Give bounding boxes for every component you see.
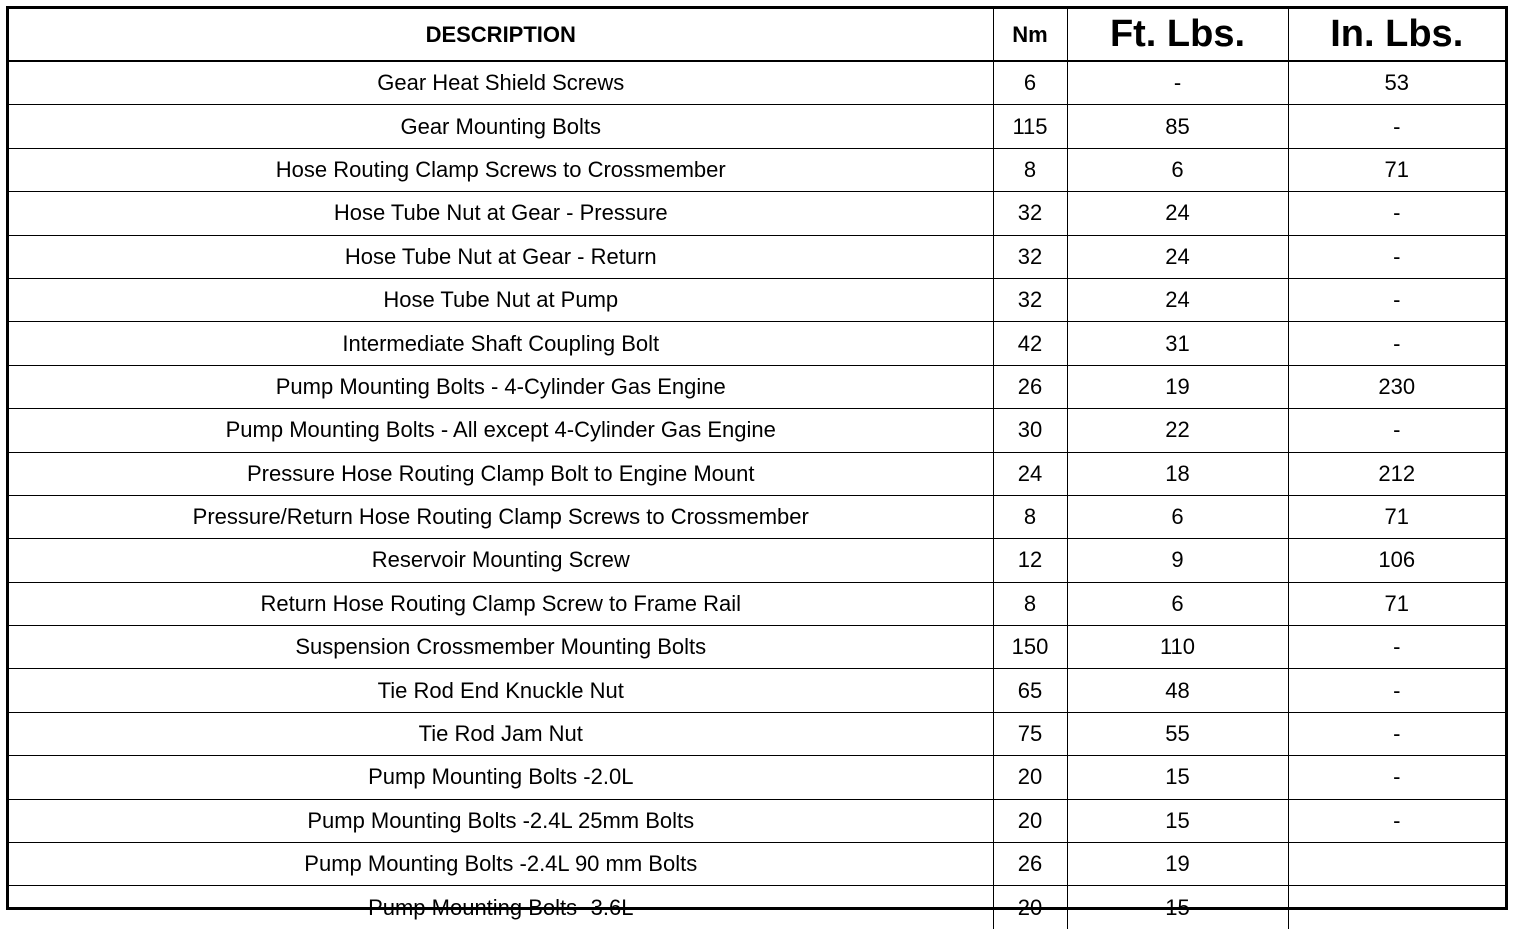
table-row xyxy=(9,843,1505,886)
table-row xyxy=(9,452,1505,495)
cell-in-lbs: - xyxy=(1288,105,1505,148)
cell-ft-lbs: 24 xyxy=(1067,278,1288,321)
cell-nm: 32 xyxy=(993,192,1067,235)
cell-in-lbs: - xyxy=(1288,669,1505,712)
cell-in-lbs: 71 xyxy=(1288,148,1505,191)
cell-nm: 115 xyxy=(993,105,1067,148)
table-row xyxy=(9,669,1505,712)
cell-nm: 26 xyxy=(993,365,1067,408)
cell-description: Hose Tube Nut at Gear - Return xyxy=(9,235,993,278)
cell-description: Hose Tube Nut at Pump xyxy=(9,278,993,321)
cell-nm: 8 xyxy=(993,495,1067,538)
cell-description: Tie Rod Jam Nut xyxy=(9,712,993,755)
table-row xyxy=(9,409,1505,452)
cell-nm: 8 xyxy=(993,582,1067,625)
cell-ft-lbs: 55 xyxy=(1067,712,1288,755)
cell-description: Hose Routing Clamp Screws to Crossmember xyxy=(9,148,993,191)
cell-ft-lbs: 19 xyxy=(1067,843,1288,886)
table-row xyxy=(9,365,1505,408)
cell-nm: 12 xyxy=(993,539,1067,582)
cell-nm: 32 xyxy=(993,278,1067,321)
cell-ft-lbs: 15 xyxy=(1067,799,1288,842)
table-row xyxy=(9,886,1505,929)
cell-description: Suspension Crossmember Mounting Bolts xyxy=(9,626,993,669)
table-row xyxy=(9,148,1505,191)
cell-description: Pump Mounting Bolts - 4-Cylinder Gas Engine xyxy=(9,365,993,408)
cell-description: Pump Mounting Bolts -2.0L xyxy=(9,756,993,799)
cell-ft-lbs: 48 xyxy=(1067,669,1288,712)
cell-description: Intermediate Shaft Coupling Bolt xyxy=(9,322,993,365)
table-row xyxy=(9,495,1505,538)
cell-in-lbs: 53 xyxy=(1288,61,1505,105)
torque-spec-table-frame xyxy=(6,6,1508,920)
cell-description: Return Hose Routing Clamp Screw to Frame Rail xyxy=(9,582,993,625)
cell-ft-lbs: - xyxy=(1067,61,1288,105)
cell-in-lbs: - xyxy=(1288,799,1505,842)
cell-in-lbs: 230 xyxy=(1288,365,1505,408)
cell-in-lbs: 106 xyxy=(1288,539,1505,582)
cell-description: Pressure Hose Routing Clamp Bolt to Engine Mount xyxy=(9,452,993,495)
header-nm: Nm xyxy=(993,9,1067,61)
cell-ft-lbs: 24 xyxy=(1067,192,1288,235)
table-row xyxy=(9,712,1505,755)
cell-description: Pump Mounting Bolts - All except 4-Cylinder Gas Engine xyxy=(9,409,993,452)
cell-nm: 65 xyxy=(993,669,1067,712)
cell-description: Hose Tube Nut at Gear - Pressure xyxy=(9,192,993,235)
table-row xyxy=(9,235,1505,278)
table-row xyxy=(9,105,1505,148)
cell-ft-lbs: 6 xyxy=(1067,148,1288,191)
cell-nm: 30 xyxy=(993,409,1067,452)
cell-nm: 20 xyxy=(993,886,1067,929)
cell-ft-lbs: 19 xyxy=(1067,365,1288,408)
cell-in-lbs: - xyxy=(1288,409,1505,452)
cell-description: Gear Heat Shield Screws xyxy=(9,61,993,105)
cell-ft-lbs: 18 xyxy=(1067,452,1288,495)
cell-in-lbs: 71 xyxy=(1288,495,1505,538)
cell-ft-lbs: 85 xyxy=(1067,105,1288,148)
header-description: DESCRIPTION xyxy=(9,9,993,61)
cell-in-lbs: 212 xyxy=(1288,452,1505,495)
cell-nm: 20 xyxy=(993,756,1067,799)
header-in-lbs: In. Lbs. xyxy=(1288,9,1505,61)
cell-in-lbs: - xyxy=(1288,192,1505,235)
cell-description: Pump Mounting Bolts -2.4L 90 mm Bolts xyxy=(9,843,993,886)
cell-in-lbs xyxy=(1288,843,1505,886)
cell-nm: 75 xyxy=(993,712,1067,755)
cell-nm: 32 xyxy=(993,235,1067,278)
table-body xyxy=(9,61,1505,929)
cell-nm: 26 xyxy=(993,843,1067,886)
cell-in-lbs: - xyxy=(1288,278,1505,321)
cell-in-lbs: 71 xyxy=(1288,582,1505,625)
cell-description: Reservoir Mounting Screw xyxy=(9,539,993,582)
cell-nm: 20 xyxy=(993,799,1067,842)
cell-in-lbs: - xyxy=(1288,626,1505,669)
table-row xyxy=(9,322,1505,365)
cell-nm: 150 xyxy=(993,626,1067,669)
table-row xyxy=(9,582,1505,625)
cell-ft-lbs: 6 xyxy=(1067,582,1288,625)
cell-in-lbs: - xyxy=(1288,756,1505,799)
cell-ft-lbs: 110 xyxy=(1067,626,1288,669)
cell-ft-lbs: 31 xyxy=(1067,322,1288,365)
cell-in-lbs: - xyxy=(1288,235,1505,278)
cell-ft-lbs: 15 xyxy=(1067,756,1288,799)
cell-nm: 6 xyxy=(993,61,1067,105)
cell-description: Pump Mounting Bolts -3.6L xyxy=(9,886,993,929)
table-row xyxy=(9,192,1505,235)
cell-in-lbs: - xyxy=(1288,712,1505,755)
cell-ft-lbs: 22 xyxy=(1067,409,1288,452)
cell-description: Gear Mounting Bolts xyxy=(9,105,993,148)
table-row xyxy=(9,539,1505,582)
table-row xyxy=(9,626,1505,669)
cell-description: Pump Mounting Bolts -2.4L 25mm Bolts xyxy=(9,799,993,842)
cell-ft-lbs: 15 xyxy=(1067,886,1288,929)
cell-ft-lbs: 6 xyxy=(1067,495,1288,538)
header-row xyxy=(9,9,1505,61)
cell-ft-lbs: 24 xyxy=(1067,235,1288,278)
table-row xyxy=(9,756,1505,799)
table-row xyxy=(9,799,1505,842)
table-row xyxy=(9,61,1505,105)
cell-in-lbs: - xyxy=(1288,322,1505,365)
cell-ft-lbs: 9 xyxy=(1067,539,1288,582)
cell-nm: 42 xyxy=(993,322,1067,365)
torque-spec-table xyxy=(9,9,1505,929)
cell-in-lbs: - xyxy=(1288,886,1505,929)
cell-description: Pressure/Return Hose Routing Clamp Screws to Crossmember xyxy=(9,495,993,538)
table-row xyxy=(9,278,1505,321)
cell-nm: 24 xyxy=(993,452,1067,495)
cell-description: Tie Rod End Knuckle Nut xyxy=(9,669,993,712)
header-ft-lbs: Ft. Lbs. xyxy=(1067,9,1288,61)
cell-nm: 8 xyxy=(993,148,1067,191)
